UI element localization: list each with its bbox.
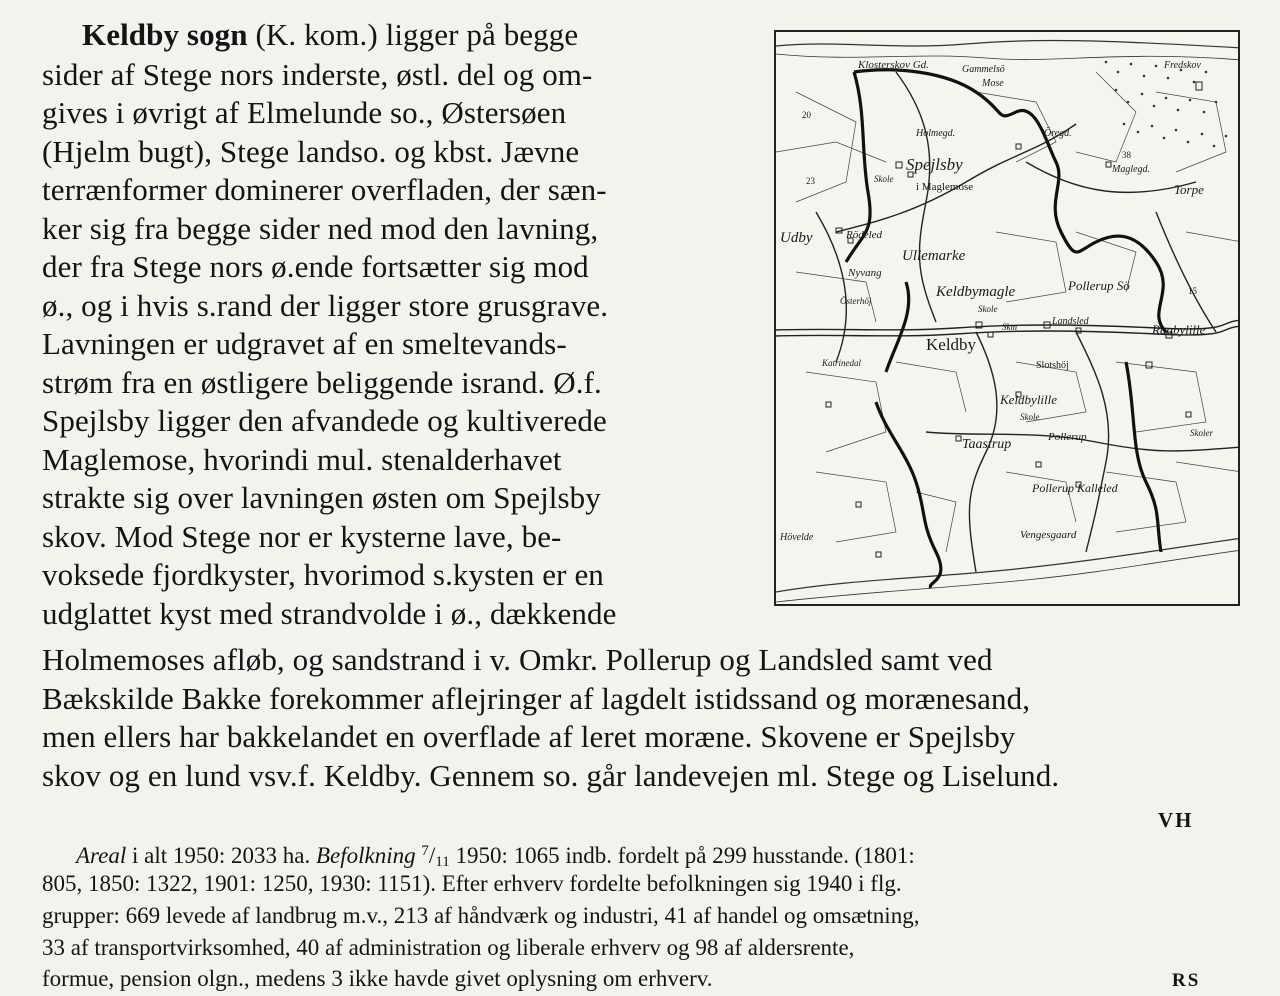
stats-line-1-rest: 1950: 1065 indb. fordelt på 299 husstande. (1801: [449, 843, 915, 868]
text-line: ker sig fra begge sider ned mod den lavning, [42, 211, 599, 246]
text-line: Holmemoses afløb, og sandstrand i v. Omkr. Pollerup og Landsled samt ved [42, 642, 993, 677]
text-line: udglattet kyst med strandvolde i ø., dækkende [42, 596, 617, 631]
text-line-1-rest: (K. kom.) ligger på begge [247, 17, 579, 52]
map-label: Fredskov [1164, 60, 1201, 71]
signature-rs: RS [1172, 970, 1201, 991]
date-numerator: 7 [421, 843, 429, 859]
text-line: sider af Stege nors inderste, østl. del og om- [42, 57, 593, 92]
stats-line: 805, 1850: 1322, 1901: 1250, 1930: 1151). Efter erhverv fordelte befolkningen sig 1940 i flg. [42, 871, 902, 896]
map-label: Katrinedal [822, 358, 862, 368]
map-label: Ullemarke [902, 248, 966, 264]
heading: Keldby sogn [82, 17, 248, 52]
map-label: Torpe [1174, 182, 1204, 197]
map-label: Mose [982, 78, 1004, 89]
map-label: Österhöj [840, 296, 872, 306]
date-fraction: $^7/_{11}$ [421, 843, 450, 870]
text-line: der fra Stege nors ø.ende fortsætter sig mod [42, 249, 589, 284]
text-line: skov. Mod Stege nor er kysterne lave, be- [42, 519, 562, 554]
map-label: 38 [1122, 150, 1131, 160]
map-label: Raabylille [1152, 322, 1206, 337]
text-line-1 [82, 18, 578, 52]
map-label: Klosterskov Gd. [858, 59, 929, 71]
stats-line: grupper: 669 levede af landbrug m.v., 213 af håndværk og industri, 41 af handel og omsætning, [42, 903, 920, 928]
map-label: Keldbymagle [936, 284, 1016, 300]
befolkning-label: Befolkning [315, 843, 416, 868]
text-line: voksede fjordkyster, hvorimod s.kysten er en [42, 557, 604, 592]
text-line: Spejlsby ligger den afvandede og kultiverede [42, 403, 607, 438]
map-label: Rödeled [846, 229, 883, 241]
map-label: Skole [874, 174, 894, 184]
map-label: 20 [802, 110, 811, 120]
map-label: Taastrup [962, 437, 1012, 452]
map-label: Pollerup Kalleled [1032, 481, 1118, 495]
date-denominator: 11 [435, 854, 450, 870]
map-label: Keldby [926, 335, 977, 354]
map-label: Holmegd. [916, 128, 956, 139]
text-line: strakte sig over lavningen østen om Spejlsby [42, 480, 601, 515]
parish-map [774, 30, 1240, 606]
map-label: 15 [1188, 286, 1197, 296]
map-labels [779, 59, 1213, 543]
text-line: Lavningen er udgravet af en smeltevands- [42, 326, 567, 361]
map-label: Gammelsö [962, 64, 1005, 75]
text-line: Bækskilde Bakke forekommer aflejringer af lagdelt istidssand og morænesand, [42, 681, 1031, 716]
map-label: Udby [780, 230, 813, 246]
text-line: ø., og i hvis s.rand der ligger store grusgrave. [42, 288, 609, 323]
map-label: Landsled [1052, 316, 1089, 327]
map-svg [776, 32, 1240, 606]
map-label: Nyvang [848, 267, 882, 279]
map-label: Öregd. [1044, 128, 1072, 139]
signature-vh: VH [1158, 808, 1194, 832]
wood-dots [1105, 61, 1228, 148]
text-line: gives i øvrigt af Elmelunde so., Østersøen [42, 95, 567, 130]
coastline-south-2 [776, 550, 1240, 602]
areal-text: i alt 1950: 2033 ha. [126, 843, 316, 868]
map-label: 23 [806, 176, 815, 186]
text-line: Maglemose, hvorindi mul. stenalderhavet [42, 442, 562, 477]
text-line: men ellers har bakkelandet en overflade af leret moræne. Skovene er Spejlsby [42, 719, 1016, 754]
stats-line: 33 af transportvirksomhed, 40 af administration og liberale erhverv og 98 af aldersrente, [42, 935, 855, 960]
coastline-north [776, 41, 1240, 48]
map-label: Spejlsby [906, 155, 963, 174]
text-line: (Hjelm bugt), Stege landso. og kbst. Jævne [42, 134, 580, 169]
coastline-south [776, 538, 1240, 592]
map-label: Pollerup [1048, 431, 1087, 443]
buildings [826, 82, 1202, 557]
map-label: Skoler [1190, 428, 1213, 438]
map-label: Skm [1002, 322, 1017, 332]
map-label: i Maglemose [916, 181, 974, 193]
map-label: Keldbylille [1000, 392, 1058, 407]
map-label: Vengesgaard [1020, 529, 1077, 541]
map-label: Skole [978, 304, 998, 314]
map-label: Maglegd. [1112, 164, 1151, 175]
areal-label: Areal [76, 843, 127, 868]
map-label: Pollerup Sö [1068, 278, 1130, 293]
stats-line-1 [76, 838, 915, 875]
map-label: Hövelde [780, 532, 814, 543]
map-label: Slotshöj [1036, 360, 1069, 371]
stats-line: formue, pension olgn., medens 3 ikke havde givet oplysning om erhverv. [42, 966, 713, 991]
text-line: skov og en lund vsv.f. Keldby. Gennem so. går landevejen ml. Stege og Liselund. [42, 758, 1060, 793]
map-label: Skole [1020, 412, 1040, 422]
text-line: strøm fra en østligere beliggende isrand. Ø.f. [42, 365, 602, 400]
text-line: terrænformer dominerer overfladen, der sæn- [42, 172, 607, 207]
